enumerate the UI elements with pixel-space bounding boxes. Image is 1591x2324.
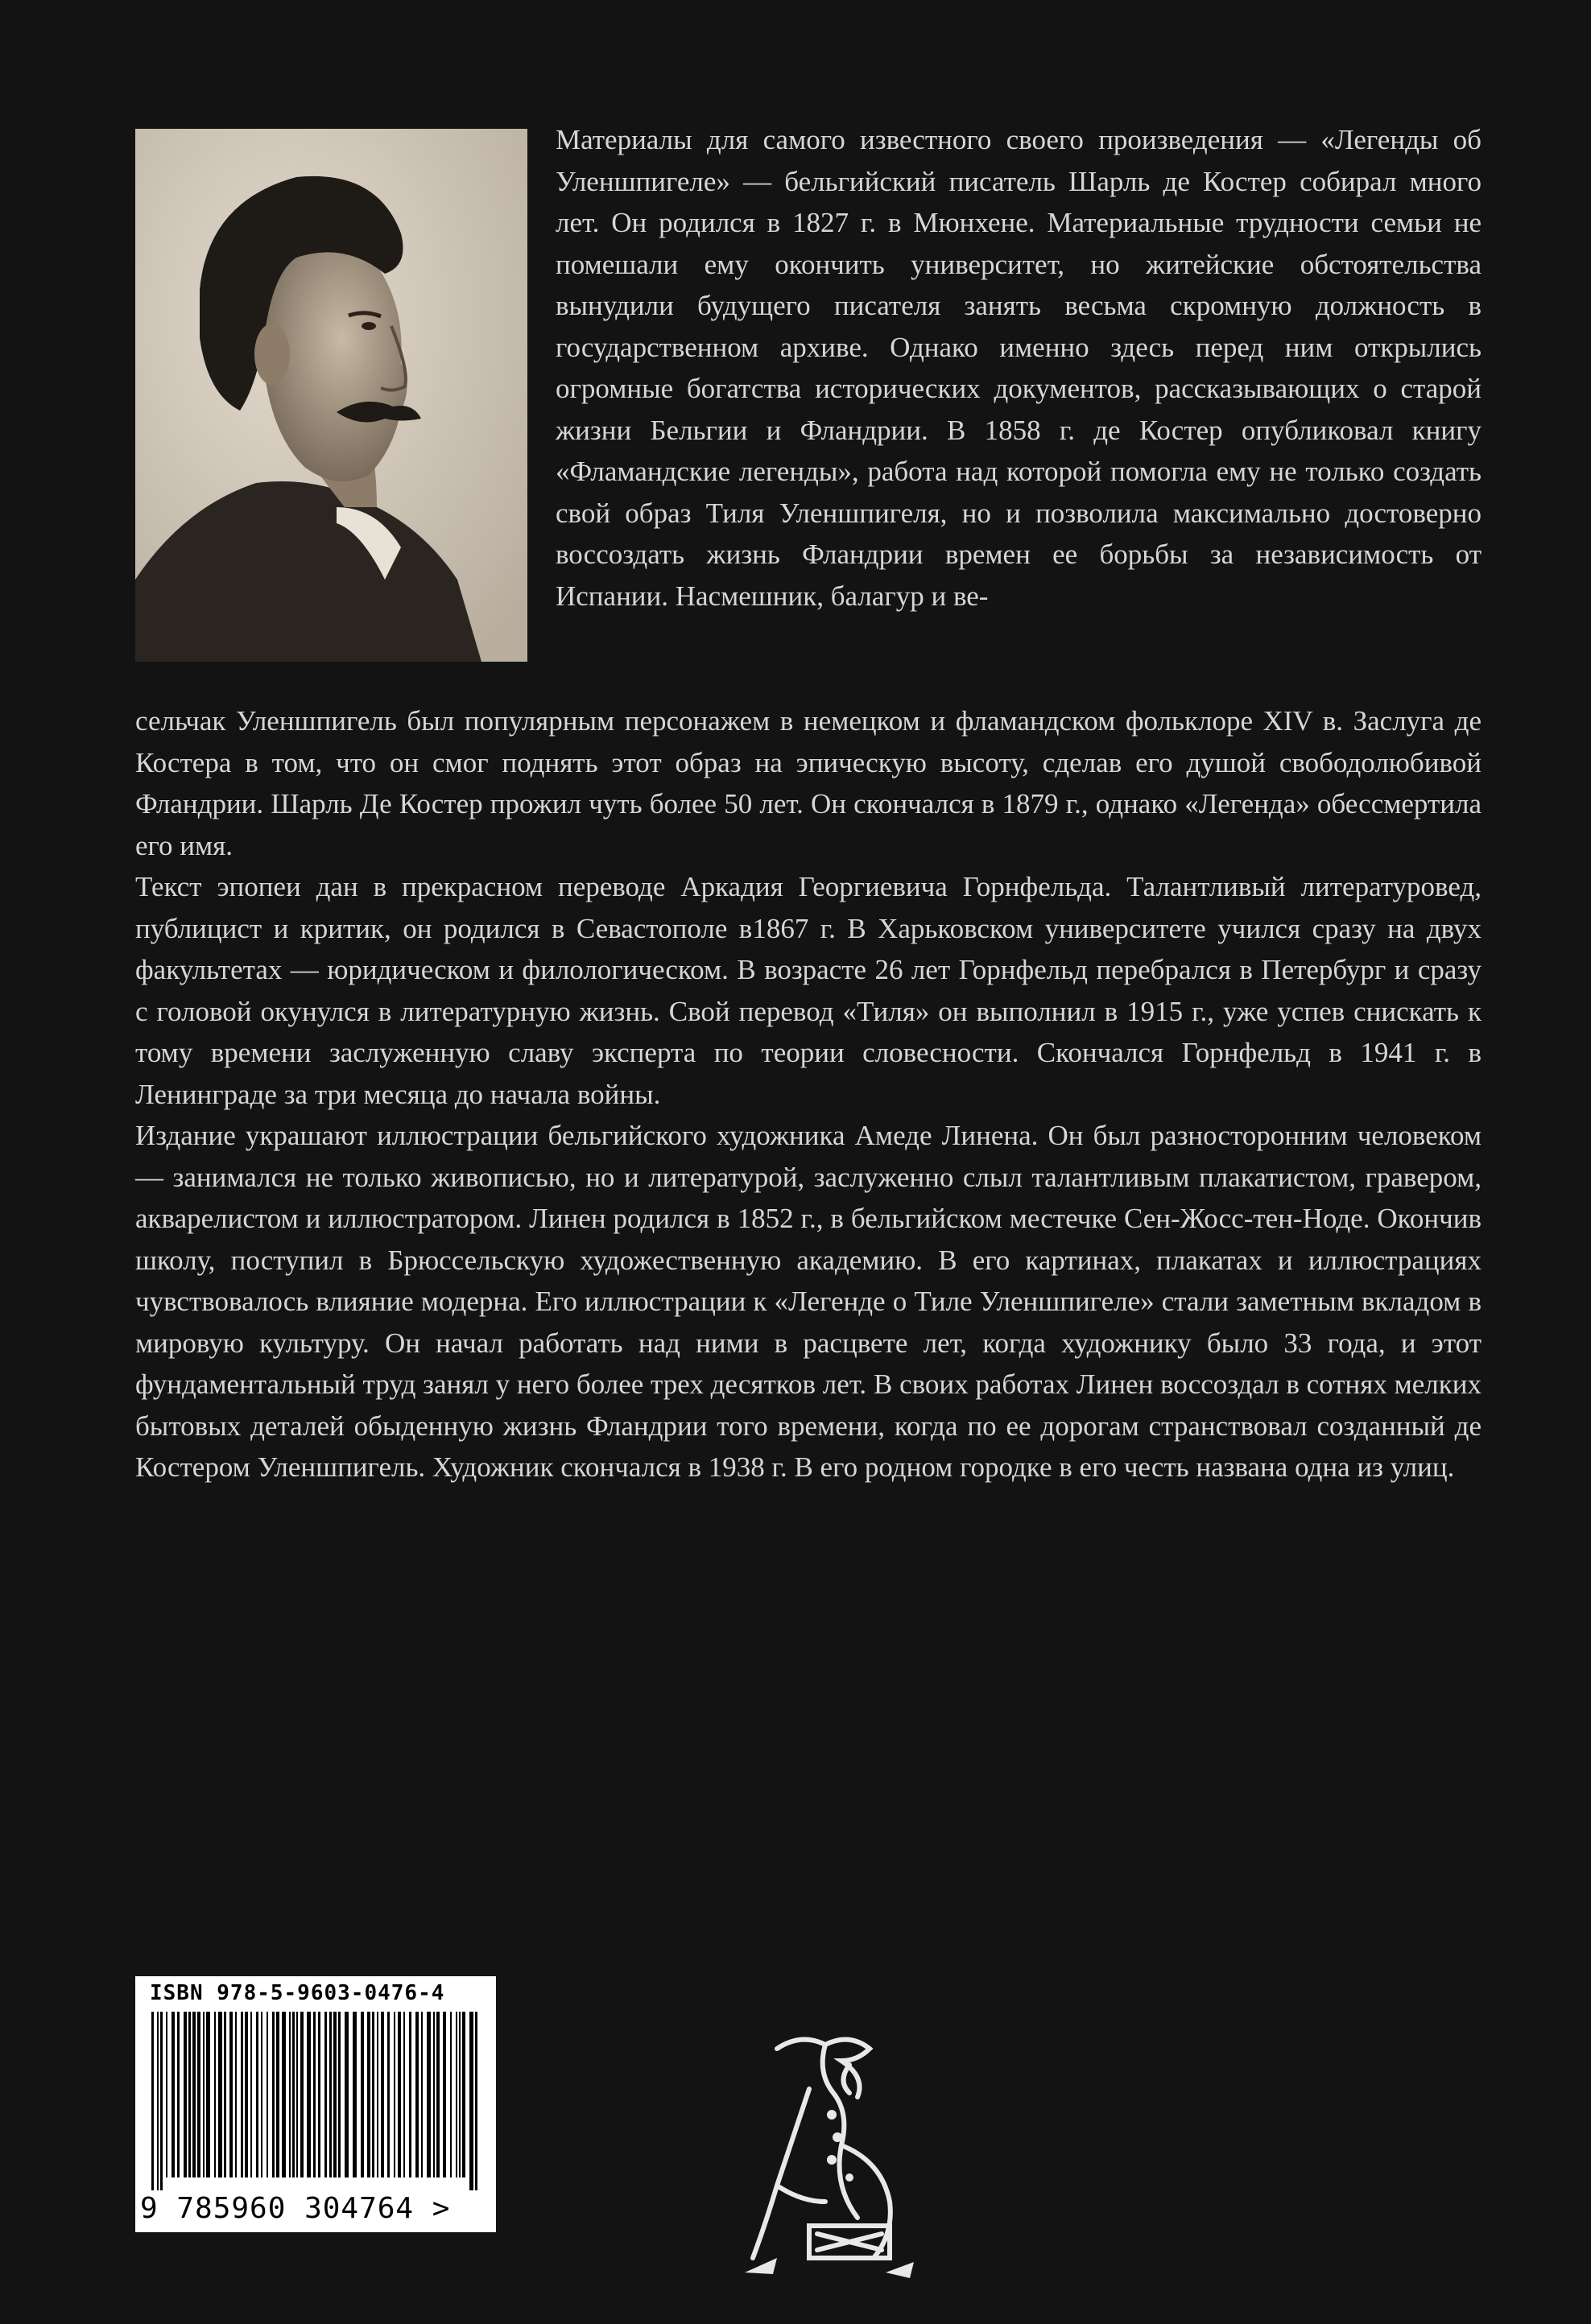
intro-paragraph-top [556,119,1481,617]
barcode-bar [151,2012,154,2190]
barcode-bar [469,2012,473,2190]
barcode-bar [171,2012,175,2177]
barcode-bar [381,2012,384,2177]
barcode-bar [229,2012,233,2177]
barcode-bar [261,2012,262,2177]
isbn-label: ISBN 978-5-9603-0476-4 [150,1981,445,2005]
barcode-digits: 9 785960 304764 > [140,2192,451,2225]
barcode-bar [436,2012,440,2177]
barcode-bar [241,2012,243,2177]
publisher-logo [729,2016,930,2282]
barcode-bar [427,2012,431,2177]
barcode-bar [307,2012,311,2177]
barcode-bar [403,2012,405,2177]
barcode-bar [289,2012,291,2177]
barcode-bar [188,2012,191,2177]
barcode-bar [160,2012,163,2190]
barcode-bar [415,2012,419,2177]
barcode-bar [203,2012,205,2177]
barcode-bar [177,2012,180,2177]
barcode-bars [147,2012,485,2190]
barcode-bar [361,2012,364,2177]
barcode-bar [313,2012,316,2177]
barcode-bar [276,2012,279,2177]
barcode-bar [245,2012,248,2177]
barcode-bar [329,2012,332,2177]
barcode-bar [367,2012,370,2177]
barcode-bar [345,2012,349,2177]
barcode-bar [267,2012,268,2177]
barcode-bar [456,2012,457,2177]
barcode-bar [433,2012,435,2177]
body-text [135,700,1481,1488]
barcode-bar [256,2012,258,2177]
barcode-bar [459,2012,461,2177]
barcode-bar [450,2012,452,2177]
barcode-bar [462,2012,465,2177]
illustrator-paragraph: Издание украшают иллюстрации бельгийского художника Амеде Линена. Он был разносторонним человеком — занимался не только живописью, но и литературой, заслуженно слыл талантливым плакатистом, гравером, акварелистом и иллюстратором. Линен родился в 1852 г., в бельгийском местечке Сен-Жосс-тен-Ноде. Окончив школу, поступил в Брюссельскую художественную академию. В его картинах, плакатах и иллюстрациях чувствовалось влияние модерна. Его иллюстрации к «Легенде о Тиле Уленшпигеле» стали заметным вкладом в мировую культуру. Он начал работать над ними в расцвете лет, когда художнику было 33 года, и этот фундаментальный труд занял у него более трех десятков лет. В своих работах Линен воссоздал в сотнях мелких бытовых деталей обыденную жизнь Фландрии того времени, когда по ее дорогам странствовал созданный де Костером Уленшпигель. Художник скончался в 1938 г. В его родном городке в его честь названа одна из улиц. [135,1120,1481,1483]
barcode-bar [214,2012,216,2177]
barcode-bar [282,2012,286,2177]
barcode-bar [409,2012,411,2177]
intro-text-part1: Материалы для самого известного своего произведения — «Легенды об Уленшпигеле» — бельгийский писатель Шарль де Костер собирал много лет. Он родился в 1827 г. в Мюнхене. Материальные трудности семьи не помешали ему окончить университет, но житейские обстоятельства вынудили будущего писателя занять весьма скромную должность в государственном архиве. Однако именно здесь перед ним открылись огромные богатства исторических документов, рассказывающих о старой жизни Бельгии и Фландрии. В 1858 г. де Костер опубликовал книгу «Фламандские легенды», работа над которой помогла ему не только создать свой образ Тиля Уленшпигеля, но и позволила максимально достоверно воссоздать жизнь Фландрии времен ее борьбы за независимость от Испании. Насмешник, балагур и ве- [556,124,1481,612]
barcode-bar [250,2012,252,2177]
barcode-bar [475,2012,477,2190]
barcode-bar [272,2012,275,2177]
barcode-bar [377,2012,378,2177]
barcode-bar [157,2012,159,2190]
barcode-bar [206,2012,210,2177]
isbn-barcode [135,1976,496,2232]
barcode-bar [338,2012,341,2177]
author-portrait [135,129,527,662]
barcode-bar [372,2012,374,2177]
translator-paragraph: Текст эпопеи дан в прекрасном переводе Аркадия Георгиевича Горнфельда. Талантливый литературовед, публицист и критик, он родился в Севастополе в1867 г. В Харьковском университете учился сразу на двух факультетах — юридическом и филологическом. В возрасте 26 лет Горнфельд перебрался в Петербург и сразу с головой окунулся в литературную жизнь. Свой перевод «Тиля» он выполнил в 1915 г., уже успев снискать к тому времени заслуженную славу эксперта по теории словесности. Скончался Горнфельд в 1941 г. в Ленинграде за три месяца до начала войны. [135,871,1481,1110]
barcode-bar [443,2012,446,2177]
barcode-bar [324,2012,327,2177]
barcode-bar [300,2012,304,2177]
barcode-bar [218,2012,222,2177]
barcode-bar [235,2012,237,2177]
barcode-bar [292,2012,295,2177]
barcode-bar [421,2012,423,2177]
barcode-bar [224,2012,226,2177]
barcode-bar [353,2012,357,2177]
barcode-bar [192,2012,196,2177]
barcode-bar [197,2012,200,2177]
barcode-bar [166,2012,167,2177]
barcode-bar [318,2012,320,2177]
barcode-bar [184,2012,187,2177]
barcode-bar [333,2012,337,2177]
barcode-bar [398,2012,401,2177]
barcode-bar [387,2012,390,2177]
barcode-bar [394,2012,395,2177]
barcode-bar [296,2012,298,2177]
intro-text-part2: сельчак Уленшпигель был популярным персонажем в немецком и фламандском фольклоре XIV в. Заслуга де Костера в том, что он смог поднять этот образ на эпическую высоту, сделав его душой свободолюбивой Фландрии. Шарль Де Костер прожил чуть более 50 лет. Он скончался в 1879 г., однако «Легенда» обессмертила его имя. [135,705,1481,861]
